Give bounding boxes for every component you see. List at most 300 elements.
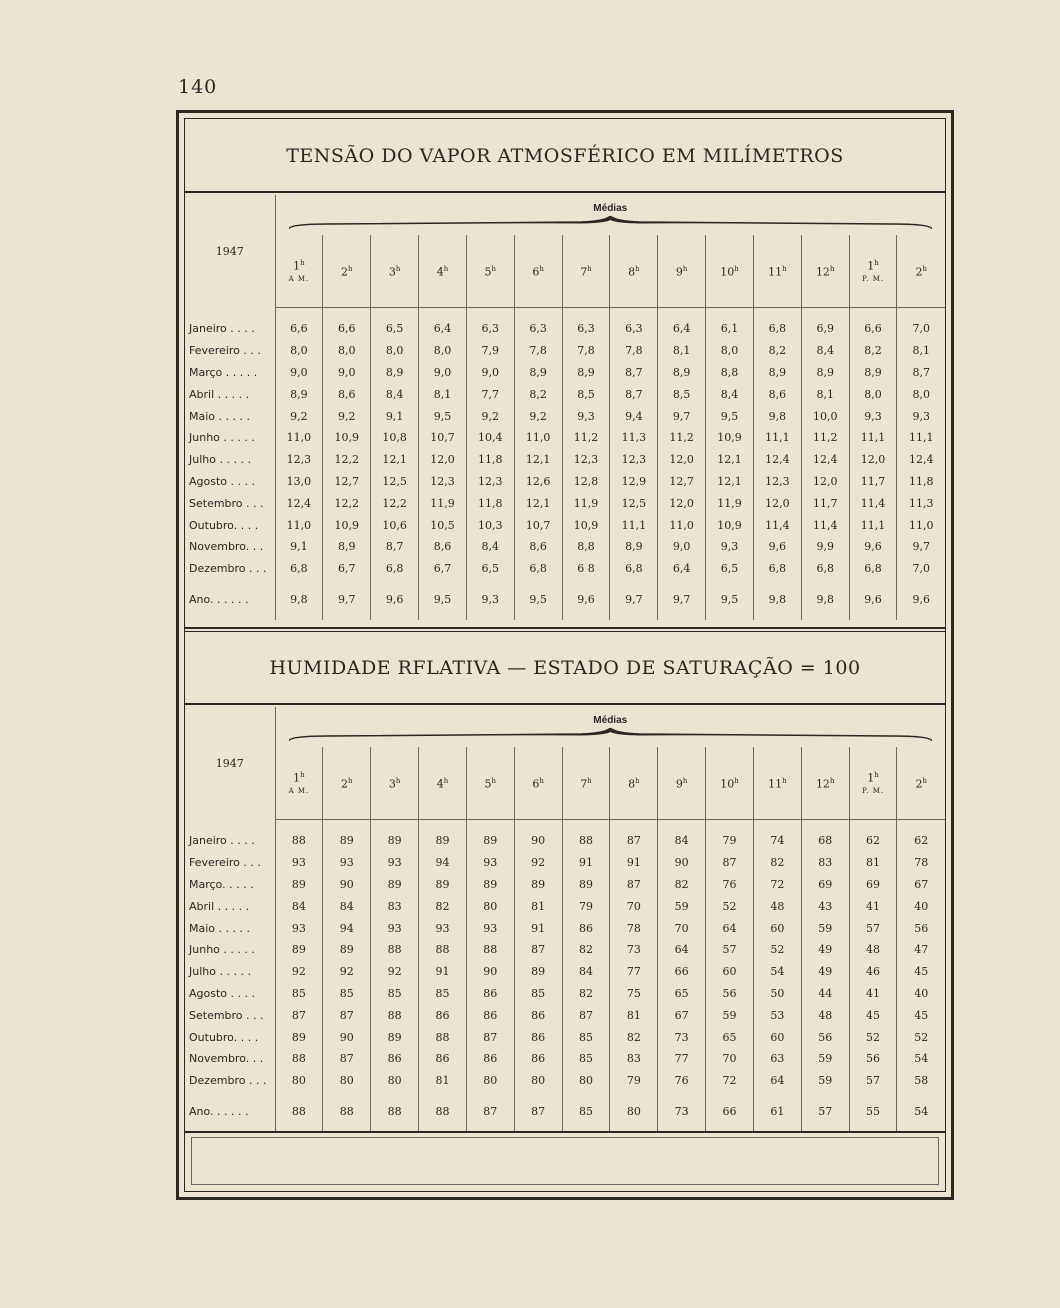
humidity-annual-label: Ano. . . . . . [185, 1092, 275, 1132]
humidity-value-cell: 93 [371, 917, 419, 939]
vapor-value-cell: 6,4 [658, 558, 706, 580]
humidity-value-cell: 87 [466, 1026, 514, 1048]
humidity-hour-number: 5 [484, 777, 492, 791]
vapor-value-cell: 6,8 [514, 558, 562, 580]
humidity-medias-label: Médias [593, 714, 628, 726]
humidity-value-cell: 58 [897, 1070, 945, 1092]
vapor-title-rule [185, 191, 945, 193]
vapor-value-cell: 9,8 [753, 405, 801, 427]
vapor-value-cell: 8,7 [610, 383, 658, 405]
humidity-value-cell: 85 [562, 1026, 610, 1048]
tables-frame [176, 110, 954, 1200]
vapor-value-cell: 8,9 [275, 383, 323, 405]
humidity-value-cell: 57 [706, 939, 754, 961]
humidity-value-cell: 89 [323, 939, 371, 961]
humidity-value-cell: 91 [610, 852, 658, 874]
vapor-value-cell: 12,2 [371, 492, 419, 514]
humidity-value-cell: 93 [371, 852, 419, 874]
humidity-year-label: 1947 [185, 707, 275, 820]
humidity-month-label: Agosto . . . . [185, 983, 275, 1005]
vapor-value-cell: 9,3 [562, 405, 610, 427]
humidity-hour-suffix: h [635, 777, 640, 786]
vapor-value-cell: 11,1 [610, 514, 658, 536]
vapor-value-cell: 7,9 [466, 340, 514, 362]
vapor-hour-suffix: h [635, 265, 640, 274]
humidity-value-cell: 93 [275, 917, 323, 939]
humidity-hour-suffix: h [300, 771, 305, 780]
vapor-value-cell: 8,9 [371, 362, 419, 384]
humidity-value-cell: 89 [323, 830, 371, 852]
humidity-month-row [185, 830, 945, 852]
humidity-value-cell: 90 [466, 961, 514, 983]
vapor-year-label: 1947 [185, 195, 275, 308]
vapor-value-cell: 11,0 [275, 427, 323, 449]
humidity-value-cell: 80 [562, 1070, 610, 1092]
vapor-value-cell: 10,5 [419, 514, 467, 536]
humidity-value-cell: 63 [753, 1048, 801, 1070]
vapor-value-cell: 11,0 [897, 514, 945, 536]
humidity-value-cell: 87 [275, 1004, 323, 1026]
humidity-value-cell: 84 [275, 895, 323, 917]
humidity-value-cell: 90 [658, 852, 706, 874]
humidity-value-cell: 41 [849, 983, 897, 1005]
vapor-value-cell: 6,4 [419, 318, 467, 340]
humidity-value-cell: 90 [323, 874, 371, 896]
humidity-month-label: Março. . . . . [185, 874, 275, 896]
vapor-annual-value: 9,7 [610, 580, 658, 620]
humidity-value-cell: 60 [706, 961, 754, 983]
vapor-value-cell: 7,0 [897, 558, 945, 580]
vapor-value-cell: 6,8 [610, 558, 658, 580]
humidity-hour-period: P. M. [861, 786, 885, 795]
humidity-value-cell: 89 [371, 874, 419, 896]
humidity-value-cell: 89 [562, 874, 610, 896]
humidity-value-cell: 43 [801, 895, 849, 917]
humidity-hour-header [371, 747, 419, 820]
vapor-annual-value: 9,8 [275, 580, 323, 620]
humidity-value-cell: 88 [466, 939, 514, 961]
humidity-value-cell: 74 [753, 830, 801, 852]
vapor-value-cell: 9,7 [897, 536, 945, 558]
humidity-value-cell: 59 [801, 1048, 849, 1070]
humidity-value-cell: 88 [419, 939, 467, 961]
humidity-annual-value: 88 [371, 1092, 419, 1132]
vapor-value-cell: 10,9 [323, 427, 371, 449]
humidity-month-label: Dezembro . . . [185, 1070, 275, 1092]
humidity-value-cell: 45 [849, 1004, 897, 1026]
vapor-value-cell: 8,2 [753, 340, 801, 362]
humidity-hour-header [849, 747, 897, 820]
humidity-month-row [185, 1004, 945, 1026]
humidity-value-cell: 41 [849, 895, 897, 917]
humidity-value-cell: 87 [706, 852, 754, 874]
humidity-section-title: HUMIDADE RFLATIVA — ESTADO DE SATURAÇÃO = 100 [269, 657, 861, 679]
vapor-value-cell: 8,9 [514, 362, 562, 384]
humidity-value-cell: 59 [658, 895, 706, 917]
vapor-value-cell: 6,1 [706, 318, 754, 340]
humidity-value-cell: 89 [275, 1026, 323, 1048]
humidity-value-cell: 89 [275, 874, 323, 896]
vapor-month-row [185, 427, 945, 449]
humidity-hour-number: 2 [341, 777, 348, 791]
humidity-value-cell: 56 [849, 1048, 897, 1070]
vapor-value-cell: 12,1 [514, 449, 562, 471]
humidity-month-label: Janeiro . . . . [185, 830, 275, 852]
humidity-value-cell: 88 [371, 1004, 419, 1026]
humidity-medias-brace [289, 728, 932, 742]
humidity-value-cell: 52 [849, 1026, 897, 1048]
humidity-value-cell: 56 [706, 983, 754, 1005]
vapor-value-cell: 12,8 [562, 471, 610, 493]
vapor-value-cell: 8,4 [371, 383, 419, 405]
humidity-value-cell: 57 [849, 917, 897, 939]
humidity-value-cell: 78 [610, 917, 658, 939]
vapor-value-cell: 9,6 [753, 536, 801, 558]
vapor-month-row [185, 492, 945, 514]
vapor-value-cell: 8,5 [562, 383, 610, 405]
vapor-hour-header [419, 235, 467, 308]
vapor-month-label: Agosto . . . . [185, 471, 275, 493]
vapor-value-cell: 6,6 [275, 318, 323, 340]
vapor-value-cell: 6,5 [371, 318, 419, 340]
vapor-month-label: Junho . . . . . [185, 427, 275, 449]
vapor-month-row [185, 383, 945, 405]
humidity-value-cell: 64 [753, 1070, 801, 1092]
vapor-value-cell: 11,0 [275, 514, 323, 536]
vapor-annual-value: 9,7 [658, 580, 706, 620]
vapor-hour-header [323, 235, 371, 308]
humidity-value-cell: 83 [610, 1048, 658, 1070]
vapor-month-label: Fevereiro . . . [185, 340, 275, 362]
humidity-hour-number: 7 [580, 777, 588, 791]
vapor-hour-header [371, 235, 419, 308]
humidity-month-label: Setembro . . . [185, 1004, 275, 1026]
humidity-value-cell: 48 [849, 939, 897, 961]
humidity-hour-header [419, 747, 467, 820]
humidity-value-cell: 67 [658, 1004, 706, 1026]
humidity-value-cell: 90 [323, 1026, 371, 1048]
vapor-value-cell: 11,9 [706, 492, 754, 514]
humidity-month-label: Abril . . . . . [185, 895, 275, 917]
humidity-value-cell: 85 [323, 983, 371, 1005]
humidity-value-cell: 93 [419, 917, 467, 939]
vapor-value-cell: 8,0 [275, 340, 323, 362]
vapor-hour-suffix: h [348, 265, 353, 274]
vapor-hour-number: 1 [867, 259, 875, 273]
vapor-month-row [185, 318, 945, 340]
humidity-hour-number: 4 [436, 777, 444, 791]
vapor-value-cell: 12,1 [706, 471, 754, 493]
vapor-value-cell: 9,0 [419, 362, 467, 384]
humidity-value-cell: 88 [371, 939, 419, 961]
vapor-value-cell: 11,1 [849, 427, 897, 449]
humidity-value-cell: 94 [419, 852, 467, 874]
vapor-value-cell: 11,0 [514, 427, 562, 449]
humidity-value-cell: 85 [275, 983, 323, 1005]
vapor-month-label: Março . . . . . [185, 362, 275, 384]
humidity-value-cell: 89 [514, 961, 562, 983]
humidity-value-cell: 65 [658, 983, 706, 1005]
vapor-value-cell: 9,2 [275, 405, 323, 427]
humidity-hour-period: A M. [288, 786, 310, 795]
humidity-value-cell: 64 [658, 939, 706, 961]
vapor-value-cell: 12,3 [466, 471, 514, 493]
humidity-month-row [185, 961, 945, 983]
vapor-value-cell: 6,3 [562, 318, 610, 340]
vapor-value-cell: 11,1 [897, 427, 945, 449]
humidity-value-cell: 90 [514, 830, 562, 852]
vapor-value-cell: 8,6 [323, 383, 371, 405]
vapor-value-cell: 9,5 [706, 405, 754, 427]
humidity-hour-suffix: h [874, 771, 879, 780]
vapor-hour-header [466, 235, 514, 308]
vapor-hour-number: 1 [293, 259, 301, 273]
vapor-value-cell: 6,6 [323, 318, 371, 340]
vapor-value-cell: 8,0 [849, 383, 897, 405]
vapor-annual-value: 9,6 [897, 580, 945, 620]
humidity-hour-suffix: h [587, 777, 592, 786]
vapor-value-cell: 9,5 [419, 405, 467, 427]
vapor-value-cell: 11,9 [419, 492, 467, 514]
vapor-hour-number: 2 [915, 265, 923, 279]
humidity-hour-suffix: h [395, 777, 401, 786]
humidity-annual-value: 66 [706, 1092, 754, 1132]
vapor-hour-header [562, 235, 610, 308]
humidity-value-cell: 82 [562, 983, 610, 1005]
humidity-month-label: Fevereiro . . . [185, 852, 275, 874]
vapor-value-cell: 8,8 [562, 536, 610, 558]
humidity-value-cell: 84 [658, 830, 706, 852]
vapor-value-cell: 6,8 [275, 558, 323, 580]
humidity-value-cell: 66 [658, 961, 706, 983]
vapor-hour-suffix: h [443, 265, 449, 274]
vapor-month-label: Dezembro . . . [185, 558, 275, 580]
vapor-value-cell: 9,0 [466, 362, 514, 384]
vapor-hour-suffix: h [491, 265, 497, 274]
humidity-value-cell: 82 [753, 852, 801, 874]
vapor-value-cell: 12,4 [801, 449, 849, 471]
humidity-month-row [185, 1070, 945, 1092]
vapor-hour-header [706, 235, 754, 308]
humidity-value-cell: 80 [275, 1070, 323, 1092]
vapor-hour-suffix: h [922, 265, 927, 274]
vapor-hour-period: P. M. [861, 274, 885, 283]
vapor-value-cell: 12,6 [514, 471, 562, 493]
humidity-value-cell: 46 [849, 961, 897, 983]
humidity-annual-row [185, 1092, 945, 1132]
humidity-value-cell: 91 [514, 917, 562, 939]
vapor-month-row [185, 471, 945, 493]
humidity-hour-number: 9 [675, 777, 683, 791]
humidity-hour-number: 1 [293, 771, 301, 785]
vapor-value-cell: 13,0 [275, 471, 323, 493]
humidity-hour-suffix: h [922, 777, 927, 786]
vapor-value-cell: 12,4 [275, 492, 323, 514]
vapor-value-cell: 6,5 [706, 558, 754, 580]
humidity-hour-header [514, 747, 562, 820]
vapor-value-cell: 6,8 [753, 318, 801, 340]
vapor-value-cell: 12,3 [275, 449, 323, 471]
vapor-value-cell: 9,0 [275, 362, 323, 384]
humidity-value-cell: 54 [897, 1048, 945, 1070]
vapor-value-cell: 8,1 [658, 340, 706, 362]
humidity-hour-number: 3 [388, 777, 396, 791]
vapor-hour-number: 6 [532, 265, 540, 279]
humidity-value-cell: 92 [371, 961, 419, 983]
vapor-value-cell: 8,7 [610, 362, 658, 384]
humidity-value-cell: 92 [275, 961, 323, 983]
humidity-value-cell: 69 [801, 874, 849, 896]
vapor-value-cell: 8,2 [849, 340, 897, 362]
humidity-value-cell: 86 [419, 1048, 467, 1070]
humidity-annual-value: 80 [610, 1092, 658, 1132]
humidity-value-cell: 85 [371, 983, 419, 1005]
humidity-value-cell: 87 [610, 830, 658, 852]
vapor-month-label: Abril . . . . . [185, 383, 275, 405]
humidity-value-cell: 86 [371, 1048, 419, 1070]
humidity-value-cell: 89 [419, 830, 467, 852]
humidity-month-label: Novembro. . . [185, 1048, 275, 1070]
vapor-value-cell: 8,9 [849, 362, 897, 384]
vapor-hour-number: 3 [388, 265, 396, 279]
vapor-hour-number: 10 [720, 265, 735, 279]
vapor-section-title: TENSÃO DO VAPOR ATMOSFÉRICO EM MILÍMETROS [286, 145, 844, 167]
vapor-hour-header [610, 235, 658, 308]
humidity-hour-header [801, 747, 849, 820]
humidity-title-rule [185, 703, 945, 705]
humidity-value-cell: 93 [323, 852, 371, 874]
humidity-value-cell: 81 [419, 1070, 467, 1092]
vapor-value-cell: 10,7 [419, 427, 467, 449]
vapor-value-cell: 10,9 [706, 514, 754, 536]
vapor-month-row [185, 558, 945, 580]
humidity-annual-value: 54 [897, 1092, 945, 1132]
vapor-hour-header [275, 235, 323, 308]
vapor-hour-suffix: h [539, 265, 544, 274]
vapor-month-row [185, 340, 945, 362]
humidity-value-cell: 86 [514, 1026, 562, 1048]
vapor-value-cell: 7,0 [897, 318, 945, 340]
humidity-value-cell: 49 [801, 939, 849, 961]
vapor-annual-value: 9,8 [753, 580, 801, 620]
vapor-value-cell: 7,7 [466, 383, 514, 405]
humidity-value-cell: 49 [801, 961, 849, 983]
humidity-annual-value: 88 [275, 1092, 323, 1132]
vapor-value-cell: 11,4 [801, 514, 849, 536]
section-divider-bottom [185, 631, 945, 632]
vapor-value-cell: 12,3 [419, 471, 467, 493]
humidity-annual-value: 88 [323, 1092, 371, 1132]
vapor-value-cell: 8,9 [753, 362, 801, 384]
vapor-value-cell: 12,0 [849, 449, 897, 471]
humidity-hour-number: 6 [532, 777, 540, 791]
humidity-value-cell: 68 [801, 830, 849, 852]
humidity-value-cell: 94 [323, 917, 371, 939]
vapor-medias-label: Médias [593, 202, 628, 214]
vapor-value-cell: 8,6 [514, 536, 562, 558]
vapor-value-cell: 6,8 [753, 558, 801, 580]
humidity-value-cell: 70 [706, 1048, 754, 1070]
vapor-value-cell: 9,3 [897, 405, 945, 427]
vapor-hour-header [801, 235, 849, 308]
vapor-value-cell: 8,0 [419, 340, 467, 362]
vapor-month-label: Setembro . . . [185, 492, 275, 514]
vapor-annual-row [185, 580, 945, 620]
humidity-value-cell: 45 [897, 1004, 945, 1026]
vapor-value-cell: 12,5 [610, 492, 658, 514]
humidity-value-cell: 70 [658, 917, 706, 939]
humidity-table [185, 707, 945, 1132]
vapor-annual-value: 9,3 [466, 580, 514, 620]
humidity-medias-header [275, 707, 945, 747]
vapor-value-cell: 12,5 [371, 471, 419, 493]
vapor-month-label: Novembro. . . [185, 536, 275, 558]
humidity-hour-suffix: h [539, 777, 544, 786]
vapor-hour-number: 9 [675, 265, 683, 279]
humidity-month-label: Outubro. . . . [185, 1026, 275, 1048]
vapor-medias-brace [289, 216, 932, 230]
vapor-hour-suffix: h [782, 265, 787, 274]
humidity-value-cell: 52 [706, 895, 754, 917]
humidity-value-cell: 86 [514, 1048, 562, 1070]
vapor-value-cell: 11,9 [562, 492, 610, 514]
vapor-value-cell: 8,0 [323, 340, 371, 362]
vapor-value-cell: 9,0 [658, 536, 706, 558]
humidity-value-cell: 84 [323, 895, 371, 917]
humidity-hour-header [323, 747, 371, 820]
vapor-month-label: Julho . . . . . [185, 449, 275, 471]
humidity-value-cell: 72 [706, 1070, 754, 1092]
humidity-value-cell: 83 [801, 852, 849, 874]
vapor-hour-number: 2 [341, 265, 348, 279]
humidity-value-cell: 79 [610, 1070, 658, 1092]
humidity-hour-number: 8 [628, 777, 636, 791]
vapor-value-cell: 8,0 [706, 340, 754, 362]
vapor-value-cell: 12,9 [610, 471, 658, 493]
humidity-value-cell: 80 [466, 895, 514, 917]
humidity-value-cell: 69 [849, 874, 897, 896]
humidity-value-cell: 76 [658, 1070, 706, 1092]
vapor-value-cell: 9,1 [371, 405, 419, 427]
humidity-value-cell: 91 [562, 852, 610, 874]
vapor-value-cell: 12,0 [658, 492, 706, 514]
humidity-value-cell: 83 [371, 895, 419, 917]
vapor-value-cell: 6,7 [323, 558, 371, 580]
vapor-value-cell: 12,0 [753, 492, 801, 514]
vapor-spacer-row [185, 308, 945, 319]
vapor-table [185, 195, 945, 620]
humidity-value-cell: 92 [514, 852, 562, 874]
humidity-annual-value: 85 [562, 1092, 610, 1132]
humidity-hour-suffix: h [682, 777, 688, 786]
vapor-value-cell: 9,2 [514, 405, 562, 427]
humidity-value-cell: 64 [706, 917, 754, 939]
vapor-value-cell: 12,3 [562, 449, 610, 471]
vapor-hour-header [849, 235, 897, 308]
vapor-value-cell: 8,0 [371, 340, 419, 362]
vapor-value-cell: 8,6 [753, 383, 801, 405]
vapor-value-cell: 6,8 [849, 558, 897, 580]
vapor-value-cell: 6,5 [466, 558, 514, 580]
humidity-value-cell: 89 [275, 939, 323, 961]
humidity-value-cell: 87 [514, 939, 562, 961]
vapor-hour-suffix: h [300, 259, 305, 268]
humidity-value-cell: 40 [897, 895, 945, 917]
vapor-value-cell: 10,6 [371, 514, 419, 536]
humidity-hour-suffix: h [782, 777, 787, 786]
humidity-value-cell: 86 [419, 1004, 467, 1026]
vapor-value-cell: 6,6 [849, 318, 897, 340]
